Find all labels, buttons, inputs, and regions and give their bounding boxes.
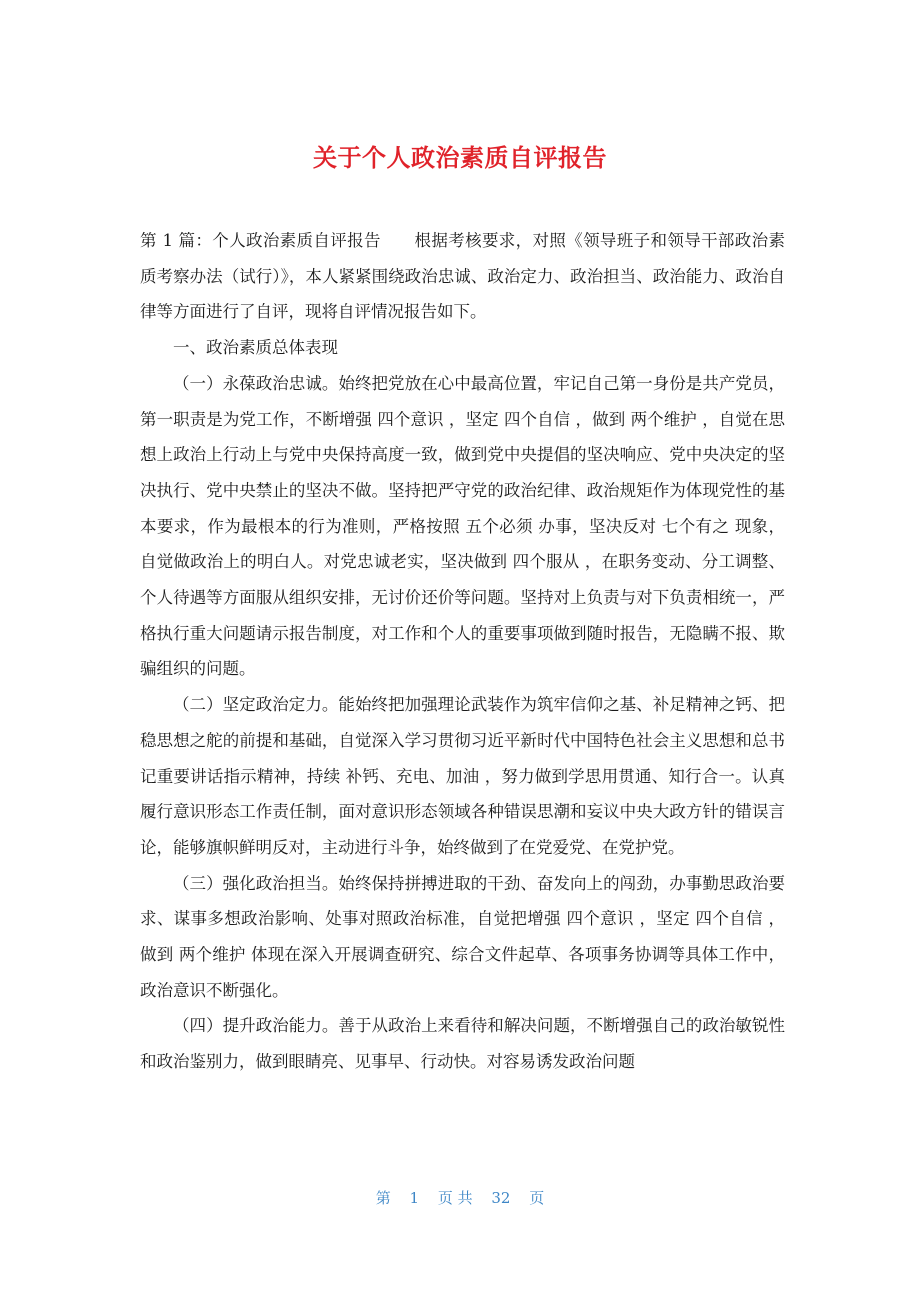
body-paragraph: （一）永葆政治忠诚。始终把党放在心中最高位置，牢记自己第一身份是共产党员，第一职责是为党工作，不断增强 四个意识 ，坚定 四个自信 ，做到 两个维护 ，自觉在思想上政治上行动上与党中央保持高度一致，做到党中央提倡的坚决响应、党中央决定的坚决执行、党中央禁止的坚决不做。坚持把严守党的政治纪律、政治规矩作为体现党性的基本要求，作为最根本的行为准则，严格按照 五个必须 办事，坚决反对 七个有之 现象，自觉做政治上的明白人。对党忠诚老实，坚决做到 四个服从 ，在职务变动、分工调整、个人待遇等方面服从组织安排，无讨价还价等问题。坚持对上负责与对下负责相统一，严格执行重大问题请示报告制度，对工作和个人的重要事项做到随时报告，无隐瞒不报、欺骗组织的问题。 [140,373,785,679]
total-pages-number: 32 [491,1189,511,1207]
intro-paragraph: 第 1 篇：个人政治素质自评报告 根据考核要求，对照《领导班子和领导干部政治素质考察办法（试行）》，本人紧紧围绕政治忠诚、政治定力、政治担当、政治能力、政治自律等方面进行了自评，现将自评情况报告如下。 [140,231,785,322]
section-heading: 一、政治素质总体表现 [173,338,338,358]
document-title: 关于个人政治素质自评报告 [313,144,607,172]
body-paragraph: （二）坚定政治定力。能始终把加强理论武装作为筑牢信仰之基、补足精神之钙、把稳思想之舵的前提和基础，自觉深入学习贯彻习近平新时代中国特色社会主义思想和总书记重要讲话指示精神，持续 补钙、充电、加油 ，努力做到学思用贯通、知行合一。认真履行意识形态工作责任制，面对意识形态领域各种错误思潮和妄议中央大政方针的错误言论，能够旗帜鲜明反对，主动进行斗争，始终做到了在党爱党、在党护党。 [140,695,785,857]
body-paragraph: （三）强化政治担当。始终保持拼搏进取的干劲、奋发向上的闯劲，办事勤思政治要求、谋事多想政治影响、处事对照政治标准，自觉把增强 四个意识 ，坚定 四个自信 ，做到 两个维护 体现在深入开展调查研究、综合文件起草、各项事务协调等具体工作中，政治意识不断强化。 [140,873,785,1000]
document-body [140,223,785,1080]
page-footer [0,1187,920,1208]
current-page-number: 1 [409,1189,420,1207]
footer-label-page: 第 [375,1189,391,1207]
footer-label-pages: 页 [529,1189,545,1207]
footer-label-of: 页 共 [437,1189,473,1207]
body-paragraph: （四）提升政治能力。善于从政治上来看待和解决问题，不断增强自己的政治敏锐性和政治鉴别力，做到眼睛亮、见事早、行动快。对容易诱发政治问题 [140,1016,785,1072]
